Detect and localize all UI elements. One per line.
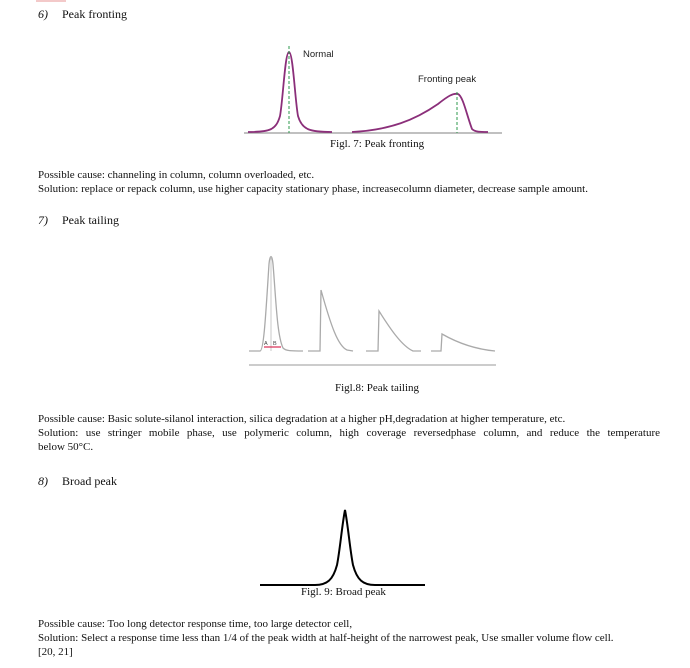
cause-line: Possible cause: Too long detector response time, too large detector cell,	[38, 618, 353, 630]
section-heading-broad-peak	[38, 474, 117, 488]
solution-line-2: below 50°C.	[38, 441, 94, 453]
section-number: 7)	[38, 213, 48, 227]
fronting-peak-label: Fronting peak	[418, 74, 477, 85]
solution-line-1: Solution: Select a response time less than 1/4 of the peak width at half-height of the narrowest peak, Use smaller volume flow cell.	[38, 632, 614, 644]
tailing-peak-1	[249, 257, 303, 352]
normal-peak-curve	[248, 52, 332, 132]
fronting-cause-text	[38, 168, 660, 196]
figure-caption-8: Figl.8: Peak tailing	[335, 382, 420, 394]
solution-line-2: [20, 21]	[38, 646, 73, 658]
section-heading-peak-fronting	[38, 7, 127, 21]
tailing-peak-3	[366, 311, 421, 351]
section-title: Broad peak	[62, 474, 117, 488]
section-heading-peak-tailing	[38, 213, 119, 227]
peak-tailing-figure	[245, 250, 500, 370]
marker-b-label: B	[273, 341, 277, 347]
broad-peak-figure	[255, 505, 430, 590]
fronting-peak-curve	[352, 94, 488, 132]
section-title: Peak fronting	[62, 7, 127, 21]
tailing-cause-text	[38, 412, 660, 454]
section-number: 6)	[38, 7, 48, 21]
peak-fronting-figure	[240, 38, 510, 138]
section-title: Peak tailing	[62, 213, 119, 227]
cause-line: Possible cause: Basic solute-silanol interaction, silica degradation at a higher pH,degradation at higher temperature, etc.	[38, 413, 566, 425]
normal-peak-label: Normal	[303, 49, 334, 60]
cause-line: Possible cause: channeling in column, column overloaded, etc.	[38, 169, 315, 181]
tailing-peak-4	[431, 334, 495, 351]
marker-a-label: A	[264, 341, 268, 347]
solution-line: Solution: replace or repack column, use higher capacity stationary phase, increasecolumn diameter, decrease sample amount.	[38, 183, 588, 195]
figure-caption-9: Figl. 9: Broad peak	[301, 586, 386, 598]
section-number: 8)	[38, 474, 48, 488]
top-margin-mark	[36, 0, 66, 2]
broad-peak-curve	[260, 510, 425, 585]
figure-caption-7: Figl. 7: Peak fronting	[330, 138, 425, 150]
solution-line-1: Solution: use stringer mobile phase, use polymeric column, high coverage reversedphase column, and reduce the temperature	[38, 427, 660, 439]
broad-peak-cause-text	[38, 617, 660, 659]
tailing-peak-2	[308, 290, 353, 351]
